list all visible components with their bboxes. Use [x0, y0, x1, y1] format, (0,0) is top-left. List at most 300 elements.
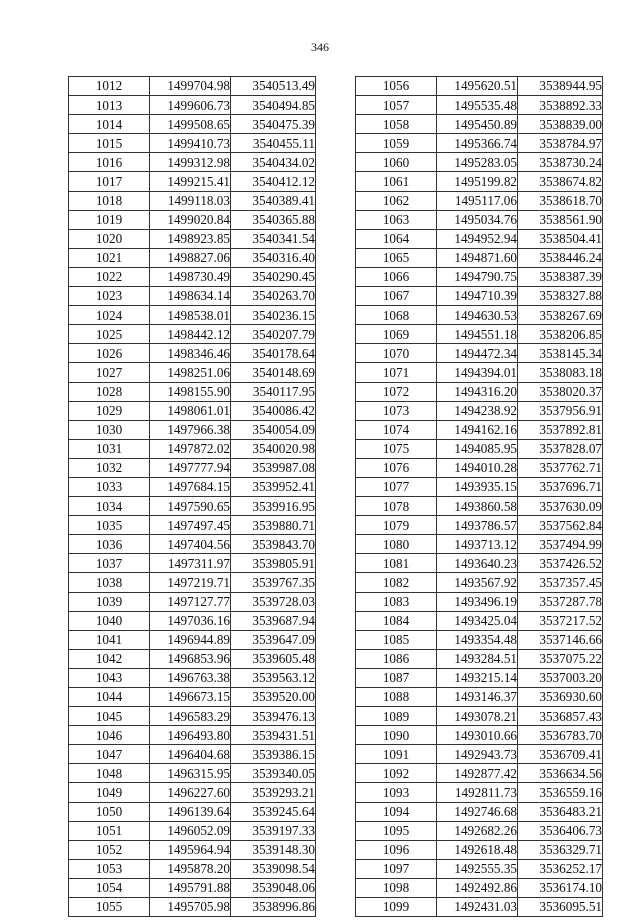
table-row — [356, 306, 603, 325]
point-id-cell: 1041 — [69, 630, 150, 649]
point-id-cell: 1070 — [356, 344, 437, 363]
table-row — [356, 592, 603, 611]
point-id-cell: 1028 — [69, 382, 150, 401]
point-id-cell: 1049 — [69, 783, 150, 802]
point-id-cell: 1076 — [356, 458, 437, 477]
x-coordinate-cell: 1494871.60 — [437, 248, 518, 267]
table-row — [356, 248, 603, 267]
x-coordinate-cell: 1496052.09 — [150, 821, 231, 840]
y-coordinate-cell: 3539098.54 — [231, 859, 316, 878]
point-id-cell: 1026 — [69, 344, 150, 363]
point-id-cell: 1082 — [356, 573, 437, 592]
y-coordinate-cell: 3540389.41 — [231, 191, 316, 210]
y-coordinate-cell: 3538561.90 — [518, 210, 603, 229]
point-id-cell: 1037 — [69, 554, 150, 573]
table-row — [69, 96, 316, 115]
table-row — [356, 267, 603, 286]
point-id-cell: 1085 — [356, 630, 437, 649]
y-coordinate-cell: 3538504.41 — [518, 229, 603, 248]
table-row — [356, 535, 603, 554]
point-id-cell: 1024 — [69, 306, 150, 325]
point-id-cell: 1089 — [356, 707, 437, 726]
point-id-cell: 1033 — [69, 477, 150, 496]
table-row — [356, 287, 603, 306]
point-id-cell: 1096 — [356, 840, 437, 859]
x-coordinate-cell: 1497311.97 — [150, 554, 231, 573]
y-coordinate-cell: 3540236.15 — [231, 306, 316, 325]
x-coordinate-cell: 1492682.26 — [437, 821, 518, 840]
table-row — [356, 420, 603, 439]
table-row — [356, 229, 603, 248]
table-row — [356, 401, 603, 420]
x-coordinate-cell: 1498634.14 — [150, 287, 231, 306]
x-coordinate-cell: 1498442.12 — [150, 325, 231, 344]
y-coordinate-cell: 3537075.22 — [518, 649, 603, 668]
x-coordinate-cell: 1492492.86 — [437, 878, 518, 897]
x-coordinate-cell: 1497966.38 — [150, 420, 231, 439]
y-coordinate-cell: 3538327.88 — [518, 287, 603, 306]
table-row — [69, 420, 316, 439]
x-coordinate-cell: 1495366.74 — [437, 134, 518, 153]
table-row — [69, 287, 316, 306]
y-coordinate-cell: 3539767.35 — [231, 573, 316, 592]
table-row — [69, 707, 316, 726]
x-coordinate-cell: 1493786.57 — [437, 516, 518, 535]
x-coordinate-cell: 1496853.96 — [150, 649, 231, 668]
point-id-cell: 1079 — [356, 516, 437, 535]
point-id-cell: 1039 — [69, 592, 150, 611]
point-id-cell: 1045 — [69, 707, 150, 726]
point-id-cell: 1080 — [356, 535, 437, 554]
point-id-cell: 1019 — [69, 210, 150, 229]
y-coordinate-cell: 3538730.24 — [518, 153, 603, 172]
x-coordinate-cell: 1496493.80 — [150, 726, 231, 745]
point-id-cell: 1091 — [356, 745, 437, 764]
y-coordinate-cell: 3539605.48 — [231, 649, 316, 668]
x-coordinate-cell: 1493935.15 — [437, 477, 518, 496]
table-row — [356, 477, 603, 496]
point-id-cell: 1087 — [356, 668, 437, 687]
table-row — [69, 573, 316, 592]
y-coordinate-cell: 3539687.94 — [231, 611, 316, 630]
table-row — [356, 363, 603, 382]
point-id-cell: 1057 — [356, 96, 437, 115]
table-row — [69, 134, 316, 153]
y-coordinate-cell: 3540513.49 — [231, 77, 316, 96]
point-id-cell: 1025 — [69, 325, 150, 344]
x-coordinate-cell: 1494238.92 — [437, 401, 518, 420]
y-coordinate-cell: 3536252.17 — [518, 859, 603, 878]
point-id-cell: 1095 — [356, 821, 437, 840]
table-row — [356, 573, 603, 592]
point-id-cell: 1060 — [356, 153, 437, 172]
point-id-cell: 1067 — [356, 287, 437, 306]
table-row — [69, 439, 316, 458]
table-row — [69, 172, 316, 191]
y-coordinate-cell: 3538618.70 — [518, 191, 603, 210]
point-id-cell: 1013 — [69, 96, 150, 115]
table-row — [69, 802, 316, 821]
table-row — [69, 401, 316, 420]
point-id-cell: 1034 — [69, 497, 150, 516]
x-coordinate-cell: 1492811.73 — [437, 783, 518, 802]
point-id-cell: 1050 — [69, 802, 150, 821]
y-coordinate-cell: 3536483.21 — [518, 802, 603, 821]
x-coordinate-cell: 1497404.56 — [150, 535, 231, 554]
y-coordinate-cell: 3540341.54 — [231, 229, 316, 248]
y-coordinate-cell: 3539386.15 — [231, 745, 316, 764]
y-coordinate-cell: 3540475.39 — [231, 115, 316, 134]
y-coordinate-cell: 3537287.78 — [518, 592, 603, 611]
table-row — [69, 668, 316, 687]
y-coordinate-cell: 3539647.09 — [231, 630, 316, 649]
table-row — [356, 439, 603, 458]
x-coordinate-cell: 1493425.04 — [437, 611, 518, 630]
y-coordinate-cell: 3537696.71 — [518, 477, 603, 496]
y-coordinate-cell: 3537003.20 — [518, 668, 603, 687]
x-coordinate-cell: 1494085.95 — [437, 439, 518, 458]
table-row — [356, 764, 603, 783]
table-row — [69, 821, 316, 840]
x-coordinate-cell: 1496583.29 — [150, 707, 231, 726]
table-row — [356, 783, 603, 802]
table-row — [356, 878, 603, 897]
x-coordinate-cell: 1494472.34 — [437, 344, 518, 363]
y-coordinate-cell: 3536095.51 — [518, 898, 603, 917]
y-coordinate-cell: 3536406.73 — [518, 821, 603, 840]
point-id-cell: 1078 — [356, 497, 437, 516]
x-coordinate-cell: 1498730.49 — [150, 267, 231, 286]
y-coordinate-cell: 3538083.18 — [518, 363, 603, 382]
y-coordinate-cell: 3538674.82 — [518, 172, 603, 191]
point-id-cell: 1029 — [69, 401, 150, 420]
point-id-cell: 1052 — [69, 840, 150, 859]
y-coordinate-cell: 3539805.91 — [231, 554, 316, 573]
y-coordinate-cell: 3539952.41 — [231, 477, 316, 496]
point-id-cell: 1032 — [69, 458, 150, 477]
y-coordinate-cell: 3539340.05 — [231, 764, 316, 783]
table-row — [356, 688, 603, 707]
y-coordinate-cell: 3538446.24 — [518, 248, 603, 267]
table-row — [69, 783, 316, 802]
point-id-cell: 1015 — [69, 134, 150, 153]
x-coordinate-cell: 1494162.16 — [437, 420, 518, 439]
y-coordinate-cell: 3537956.91 — [518, 401, 603, 420]
y-coordinate-cell: 3538996.86 — [231, 898, 316, 917]
x-coordinate-cell: 1496673.15 — [150, 688, 231, 707]
y-coordinate-cell: 3536634.56 — [518, 764, 603, 783]
y-coordinate-cell: 3537630.09 — [518, 497, 603, 516]
point-id-cell: 1093 — [356, 783, 437, 802]
point-id-cell: 1014 — [69, 115, 150, 134]
table-row — [356, 382, 603, 401]
table-row — [356, 745, 603, 764]
point-id-cell: 1097 — [356, 859, 437, 878]
x-coordinate-cell: 1492555.35 — [437, 859, 518, 878]
point-id-cell: 1084 — [356, 611, 437, 630]
table-row — [356, 630, 603, 649]
x-coordinate-cell: 1492877.42 — [437, 764, 518, 783]
table-row — [69, 745, 316, 764]
table-row — [356, 802, 603, 821]
y-coordinate-cell: 3540412.12 — [231, 172, 316, 191]
point-id-cell: 1077 — [356, 477, 437, 496]
table-row — [356, 497, 603, 516]
x-coordinate-cell: 1492618.48 — [437, 840, 518, 859]
x-coordinate-cell: 1495791.88 — [150, 878, 231, 897]
x-coordinate-cell: 1498251.06 — [150, 363, 231, 382]
table-row — [69, 306, 316, 325]
x-coordinate-cell: 1495535.48 — [437, 96, 518, 115]
y-coordinate-cell: 3540316.40 — [231, 248, 316, 267]
x-coordinate-cell: 1498923.85 — [150, 229, 231, 248]
y-coordinate-cell: 3540290.45 — [231, 267, 316, 286]
x-coordinate-cell: 1494630.53 — [437, 306, 518, 325]
y-coordinate-cell: 3536329.71 — [518, 840, 603, 859]
table-row — [69, 248, 316, 267]
table-row — [69, 115, 316, 134]
y-coordinate-cell: 3538145.34 — [518, 344, 603, 363]
table-row — [356, 172, 603, 191]
x-coordinate-cell: 1494394.01 — [437, 363, 518, 382]
point-id-cell: 1098 — [356, 878, 437, 897]
table-row — [356, 649, 603, 668]
x-coordinate-cell: 1499215.41 — [150, 172, 231, 191]
x-coordinate-cell: 1495283.05 — [437, 153, 518, 172]
y-coordinate-cell: 3540455.11 — [231, 134, 316, 153]
x-coordinate-cell: 1492746.68 — [437, 802, 518, 821]
x-coordinate-cell: 1493010.66 — [437, 726, 518, 745]
table-row — [69, 611, 316, 630]
x-coordinate-cell: 1497777.94 — [150, 458, 231, 477]
y-coordinate-cell: 3538267.69 — [518, 306, 603, 325]
table-row — [69, 191, 316, 210]
point-id-cell: 1016 — [69, 153, 150, 172]
table-row — [69, 363, 316, 382]
table-row — [356, 859, 603, 878]
x-coordinate-cell: 1495034.76 — [437, 210, 518, 229]
y-coordinate-cell: 3538892.33 — [518, 96, 603, 115]
table-row — [356, 458, 603, 477]
table-row — [69, 688, 316, 707]
y-coordinate-cell: 3537146.66 — [518, 630, 603, 649]
x-coordinate-cell: 1499508.65 — [150, 115, 231, 134]
point-id-cell: 1017 — [69, 172, 150, 191]
coordinate-table-left — [68, 76, 316, 917]
x-coordinate-cell: 1499312.98 — [150, 153, 231, 172]
y-coordinate-cell: 3539843.70 — [231, 535, 316, 554]
page-number: 346 — [311, 40, 329, 54]
y-coordinate-cell: 3540117.95 — [231, 382, 316, 401]
point-id-cell: 1081 — [356, 554, 437, 573]
point-id-cell: 1030 — [69, 420, 150, 439]
y-coordinate-cell: 3537828.07 — [518, 439, 603, 458]
y-coordinate-cell: 3540365.88 — [231, 210, 316, 229]
table-row — [356, 821, 603, 840]
table-row — [356, 898, 603, 917]
point-id-cell: 1072 — [356, 382, 437, 401]
x-coordinate-cell: 1497590.65 — [150, 497, 231, 516]
x-coordinate-cell: 1493567.92 — [437, 573, 518, 592]
x-coordinate-cell: 1497219.71 — [150, 573, 231, 592]
table-row — [69, 267, 316, 286]
x-coordinate-cell: 1495705.98 — [150, 898, 231, 917]
y-coordinate-cell: 3539987.08 — [231, 458, 316, 477]
table-row — [356, 516, 603, 535]
point-id-cell: 1035 — [69, 516, 150, 535]
table-row — [69, 878, 316, 897]
x-coordinate-cell: 1493496.19 — [437, 592, 518, 611]
point-id-cell: 1047 — [69, 745, 150, 764]
y-coordinate-cell: 3537892.81 — [518, 420, 603, 439]
point-id-cell: 1073 — [356, 401, 437, 420]
y-coordinate-cell: 3540178.64 — [231, 344, 316, 363]
y-coordinate-cell: 3539048.06 — [231, 878, 316, 897]
y-coordinate-cell: 3536559.16 — [518, 783, 603, 802]
y-coordinate-cell: 3536930.60 — [518, 688, 603, 707]
x-coordinate-cell: 1495199.82 — [437, 172, 518, 191]
table-row — [356, 115, 603, 134]
x-coordinate-cell: 1493640.23 — [437, 554, 518, 573]
point-id-cell: 1094 — [356, 802, 437, 821]
table-row — [69, 325, 316, 344]
y-coordinate-cell: 3538387.39 — [518, 267, 603, 286]
point-id-cell: 1083 — [356, 592, 437, 611]
table-row — [69, 898, 316, 917]
y-coordinate-cell: 3540494.85 — [231, 96, 316, 115]
table-row — [356, 134, 603, 153]
table-row — [69, 764, 316, 783]
y-coordinate-cell: 3537426.52 — [518, 554, 603, 573]
point-id-cell: 1043 — [69, 668, 150, 687]
table-row — [69, 592, 316, 611]
x-coordinate-cell: 1499118.03 — [150, 191, 231, 210]
x-coordinate-cell: 1496315.95 — [150, 764, 231, 783]
point-id-cell: 1023 — [69, 287, 150, 306]
x-coordinate-cell: 1494710.39 — [437, 287, 518, 306]
x-coordinate-cell: 1497872.02 — [150, 439, 231, 458]
x-coordinate-cell: 1494952.94 — [437, 229, 518, 248]
x-coordinate-cell: 1496944.89 — [150, 630, 231, 649]
table-row — [69, 382, 316, 401]
x-coordinate-cell: 1493146.37 — [437, 688, 518, 707]
point-id-cell: 1068 — [356, 306, 437, 325]
y-coordinate-cell: 3537562.84 — [518, 516, 603, 535]
x-coordinate-cell: 1495964.94 — [150, 840, 231, 859]
x-coordinate-cell: 1493713.12 — [437, 535, 518, 554]
y-coordinate-cell: 3539476.13 — [231, 707, 316, 726]
point-id-cell: 1012 — [69, 77, 150, 96]
table-row — [69, 77, 316, 96]
x-coordinate-cell: 1495117.06 — [437, 191, 518, 210]
table-row — [356, 554, 603, 573]
y-coordinate-cell: 3539148.30 — [231, 840, 316, 859]
table-row — [69, 497, 316, 516]
point-id-cell: 1044 — [69, 688, 150, 707]
point-id-cell: 1071 — [356, 363, 437, 382]
point-id-cell: 1051 — [69, 821, 150, 840]
x-coordinate-cell: 1499704.98 — [150, 77, 231, 96]
table-row — [356, 210, 603, 229]
point-id-cell: 1059 — [356, 134, 437, 153]
point-id-cell: 1088 — [356, 688, 437, 707]
table-row — [69, 153, 316, 172]
x-coordinate-cell: 1498346.46 — [150, 344, 231, 363]
x-coordinate-cell: 1493215.14 — [437, 668, 518, 687]
table-row — [356, 726, 603, 745]
y-coordinate-cell: 3539245.64 — [231, 802, 316, 821]
table-row — [69, 477, 316, 496]
point-id-cell: 1063 — [356, 210, 437, 229]
x-coordinate-cell: 1494010.28 — [437, 458, 518, 477]
y-coordinate-cell: 3538784.97 — [518, 134, 603, 153]
point-id-cell: 1054 — [69, 878, 150, 897]
y-coordinate-cell: 3539880.71 — [231, 516, 316, 535]
table-row — [356, 707, 603, 726]
x-coordinate-cell: 1495450.89 — [437, 115, 518, 134]
y-coordinate-cell: 3539728.03 — [231, 592, 316, 611]
point-id-cell: 1048 — [69, 764, 150, 783]
table-row — [356, 611, 603, 630]
point-id-cell: 1061 — [356, 172, 437, 191]
x-coordinate-cell: 1494316.20 — [437, 382, 518, 401]
point-id-cell: 1027 — [69, 363, 150, 382]
y-coordinate-cell: 3538020.37 — [518, 382, 603, 401]
point-id-cell: 1064 — [356, 229, 437, 248]
y-coordinate-cell: 3537357.45 — [518, 573, 603, 592]
y-coordinate-cell: 3536857.43 — [518, 707, 603, 726]
table-row — [69, 458, 316, 477]
x-coordinate-cell: 1495878.20 — [150, 859, 231, 878]
table-row — [69, 859, 316, 878]
table-row — [356, 191, 603, 210]
y-coordinate-cell: 3537494.99 — [518, 535, 603, 554]
point-id-cell: 1053 — [69, 859, 150, 878]
point-id-cell: 1069 — [356, 325, 437, 344]
point-id-cell: 1056 — [356, 77, 437, 96]
point-id-cell: 1040 — [69, 611, 150, 630]
point-id-cell: 1075 — [356, 439, 437, 458]
point-id-cell: 1074 — [356, 420, 437, 439]
table-row — [69, 554, 316, 573]
table-row — [69, 344, 316, 363]
table-row — [69, 210, 316, 229]
point-id-cell: 1036 — [69, 535, 150, 554]
table-row — [356, 344, 603, 363]
x-coordinate-cell: 1492431.03 — [437, 898, 518, 917]
point-id-cell: 1090 — [356, 726, 437, 745]
y-coordinate-cell: 3540086.42 — [231, 401, 316, 420]
point-id-cell: 1086 — [356, 649, 437, 668]
y-coordinate-cell: 3537762.71 — [518, 458, 603, 477]
y-coordinate-cell: 3539563.12 — [231, 668, 316, 687]
point-id-cell: 1099 — [356, 898, 437, 917]
y-coordinate-cell: 3540434.02 — [231, 153, 316, 172]
point-id-cell: 1042 — [69, 649, 150, 668]
y-coordinate-cell: 3540148.69 — [231, 363, 316, 382]
x-coordinate-cell: 1492943.73 — [437, 745, 518, 764]
y-coordinate-cell: 3540263.70 — [231, 287, 316, 306]
table-row — [69, 726, 316, 745]
x-coordinate-cell: 1496763.38 — [150, 668, 231, 687]
point-id-cell: 1062 — [356, 191, 437, 210]
x-coordinate-cell: 1497127.77 — [150, 592, 231, 611]
point-id-cell: 1065 — [356, 248, 437, 267]
table-row — [69, 516, 316, 535]
table-row — [356, 77, 603, 96]
x-coordinate-cell: 1496404.68 — [150, 745, 231, 764]
table-row — [356, 325, 603, 344]
